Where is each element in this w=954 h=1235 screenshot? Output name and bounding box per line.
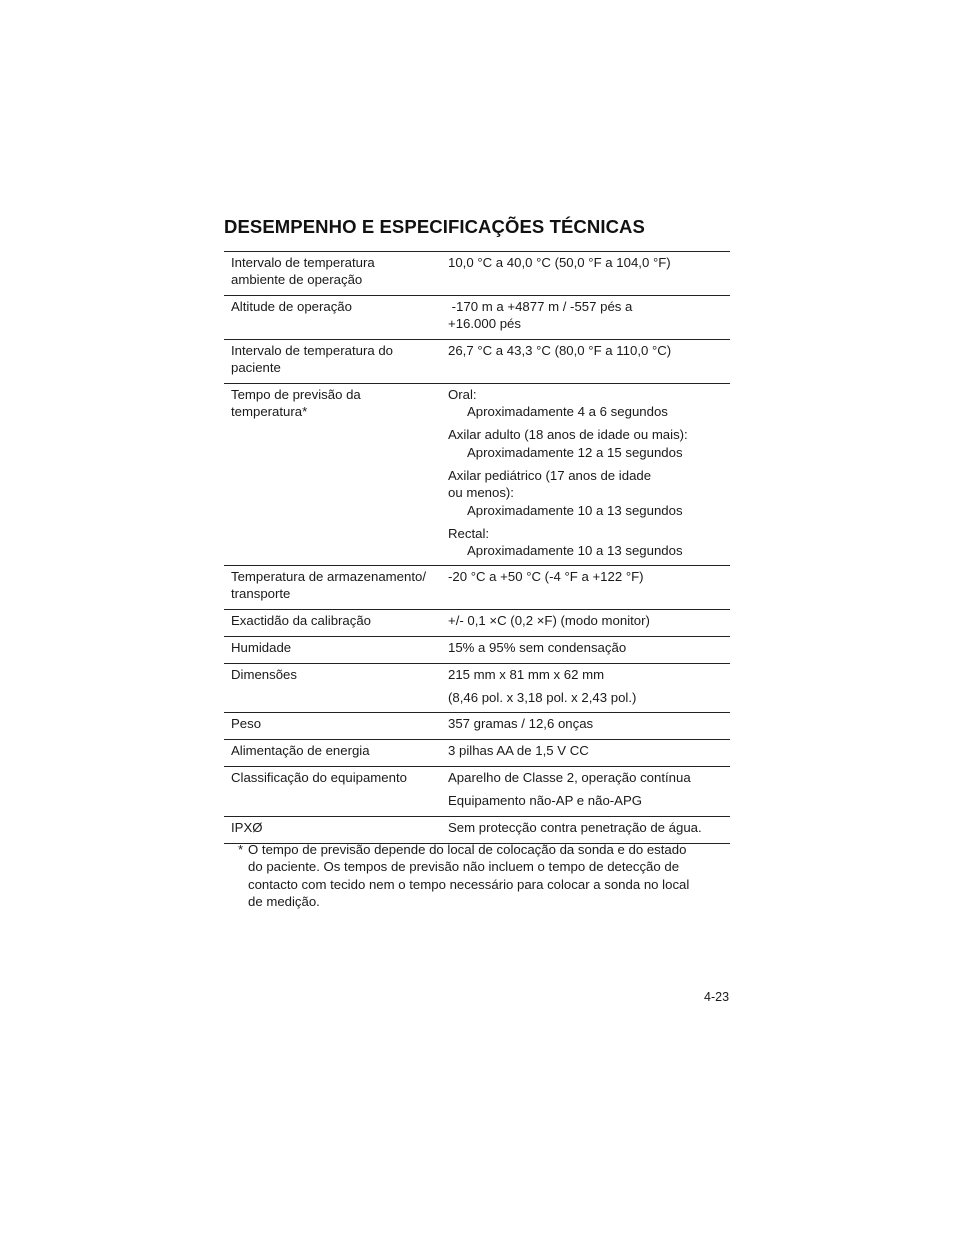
value-line: 10,0 °C a 40,0 °C (50,0 °F a 104,0 °F): [448, 255, 671, 270]
spec-label: [224, 767, 448, 816]
spec-row-patient-temperature: [224, 340, 730, 384]
value-line: 15% a 95% sem condensação: [448, 640, 627, 655]
label-line: Peso: [231, 716, 262, 731]
label-line: IPXØ: [231, 820, 263, 835]
spec-value: [448, 566, 730, 609]
spec-value: [448, 767, 730, 816]
spec-row-humidity: [224, 637, 730, 664]
label-line: transporte: [231, 586, 291, 602]
spec-label: [224, 637, 448, 663]
value-line: +/- 0,1 ×C (0,2 ×F) (modo monitor): [448, 613, 650, 628]
spec-label: [224, 817, 448, 843]
label-line: temperatura*: [231, 404, 308, 420]
value-line: (8,46 pol. x 3,18 pol. x 2,43 pol.): [448, 690, 637, 705]
spec-row-equipment-classification: [224, 767, 730, 817]
value-line: ou menos):: [448, 485, 514, 501]
value-line: 26,7 °C a 43,3 °C (80,0 °F a 110,0 °C): [448, 343, 672, 358]
spec-label: [224, 713, 448, 739]
label-line: Temperatura de armazenamento/: [231, 569, 426, 584]
spec-value: [448, 664, 730, 712]
label-line: Intervalo de temperatura do: [231, 343, 394, 358]
value-line: Aproximadamente 12 a 15 segundos: [467, 444, 683, 460]
spec-label: [224, 340, 448, 383]
value-line: +16.000 pés: [448, 316, 521, 332]
footnote: [238, 841, 728, 911]
spec-value: [448, 713, 730, 739]
spec-value: [448, 296, 730, 339]
label-line: Alimentação de energia: [231, 743, 370, 758]
label-line: Exactidão da calibração: [231, 613, 372, 628]
value-line: Aproximadamente 10 a 13 segundos: [467, 543, 683, 559]
label-line: Dimensões: [231, 667, 297, 682]
spec-row-prediction-time: [224, 384, 730, 566]
spec-row-power-supply: [224, 740, 730, 767]
label-line: ambiente de operação: [231, 272, 363, 288]
spec-value: [448, 637, 730, 663]
spec-label: [224, 296, 448, 339]
specifications-table: [224, 251, 730, 844]
footnote-line: do paciente. Os tempos de previsão não incluem o tempo de detecção de: [248, 859, 680, 875]
label-line: Classificação do equipamento: [231, 770, 407, 785]
value-line: 3 pilhas AA de 1,5 V CC: [448, 743, 589, 758]
spec-value: [448, 252, 730, 295]
value-line: -170 m a +4877 m / -557 pés a: [448, 299, 633, 314]
label-line: Intervalo de temperatura: [231, 255, 375, 270]
value-line: Axilar adulto (18 anos de idade ou mais):: [448, 427, 688, 443]
label-line: Humidade: [231, 640, 292, 655]
spec-row-altitude: [224, 296, 730, 340]
spec-row-dimensions: [224, 664, 730, 713]
spec-value: [448, 740, 730, 766]
label-line: Tempo de previsão da: [231, 387, 361, 402]
value-line: Sem protecção contra penetração de água.: [448, 820, 702, 835]
spec-label: [224, 610, 448, 636]
spec-value: [448, 610, 730, 636]
spec-value: [448, 384, 730, 565]
spec-value: [448, 817, 730, 843]
spec-row-weight: [224, 713, 730, 740]
footnote-line: O tempo de previsão depende do local de colocação da sonda e do estado: [248, 842, 687, 857]
value-line: Aparelho de Classe 2, operação contínua: [448, 770, 691, 785]
label-line: Altitude de operação: [231, 299, 352, 314]
spec-label: [224, 566, 448, 609]
value-line: 357 gramas / 12,6 onças: [448, 716, 594, 731]
spec-row-ambient-temperature: [224, 252, 730, 296]
footnote-line: de medição.: [248, 894, 320, 910]
value-line: 215 mm x 81 mm x 62 mm: [448, 667, 605, 682]
spec-row-calibration-accuracy: [224, 610, 730, 637]
value-line: -20 °C a +50 °C (-4 °F a +122 °F): [448, 569, 644, 584]
value-line: Rectal:: [448, 525, 490, 541]
value-line: Aproximadamente 10 a 13 segundos: [467, 502, 683, 518]
spec-label: [224, 664, 448, 712]
page-number: 4-23: [704, 990, 730, 1004]
footnote-line: contacto com tecido nem o tempo necessário para colocar a sonda no local: [248, 876, 690, 892]
section-title: DESEMPENHO E ESPECIFICAÇÕES TÉCNICAS: [224, 216, 645, 237]
value-line: Oral:: [448, 387, 477, 402]
value-line: Axilar pediátrico (17 anos de idade: [448, 467, 652, 483]
spec-row-storage-temperature: [224, 566, 730, 610]
spec-label: [224, 740, 448, 766]
value-line: Aproximadamente 4 a 6 segundos: [467, 404, 668, 420]
footnote-marker: *: [238, 842, 244, 857]
spec-label: [224, 384, 448, 565]
label-line: paciente: [231, 360, 281, 376]
spec-label: [224, 252, 448, 295]
spec-value: [448, 340, 730, 383]
value-line: Equipamento não-AP e não-APG: [448, 793, 643, 808]
spec-row-ip-rating: [224, 817, 730, 844]
